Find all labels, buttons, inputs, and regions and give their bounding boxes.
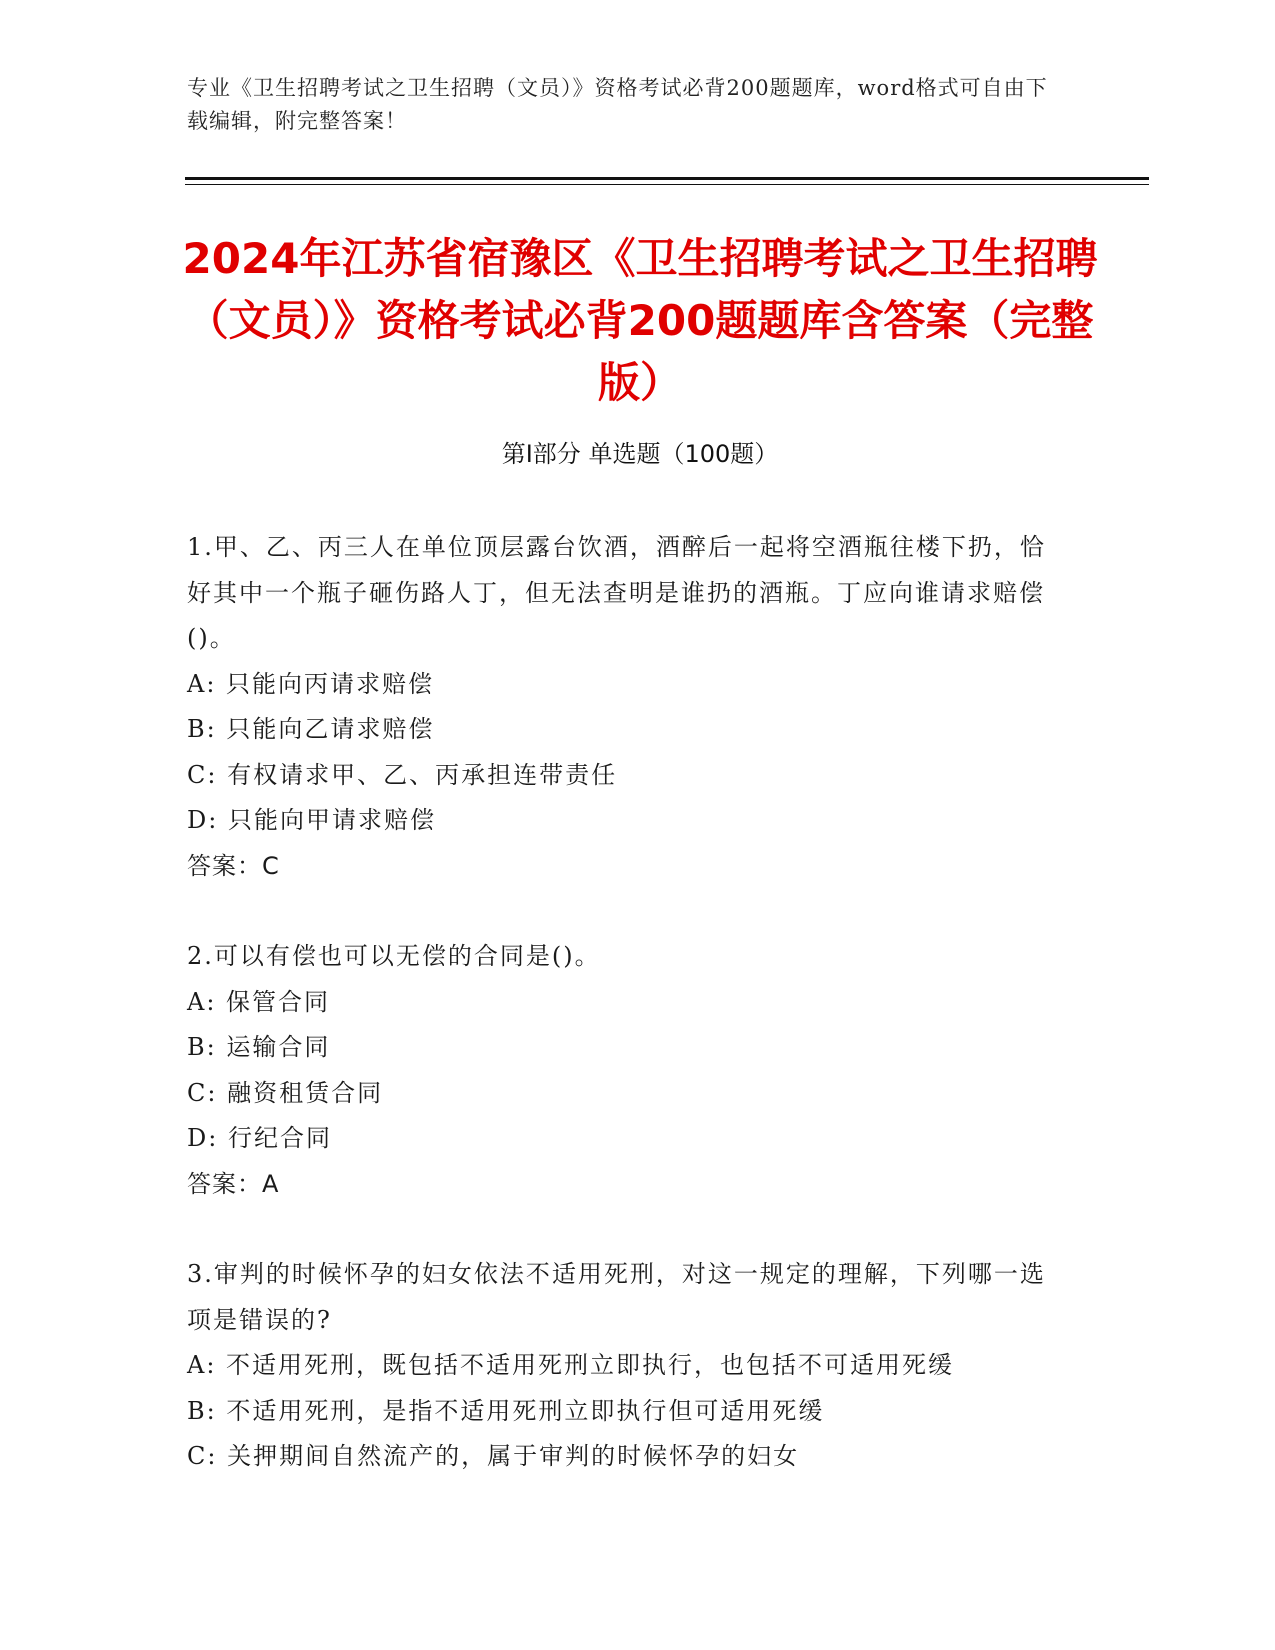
question-3 <box>187 1252 1067 1480</box>
question-stem: 3.审判的时候怀孕的妇女依法不适用死刑，对这一规定的理解，下列哪一选项是错误的? <box>187 1260 1046 1334</box>
question-answer: 答案：C <box>187 851 280 880</box>
section-heading: 第I部分 单选题（100题） <box>501 440 779 468</box>
question-option-b: B: 只能向乙请求赔偿 <box>187 715 435 743</box>
question-stem: 1.甲、乙、丙三人在单位顶层露台饮酒，酒醉后一起将空酒瓶往楼下扔，恰好其中一个瓶子砸伤路人丁，但无法查明是谁扔的酒瓶。丁应向谁请求赔偿()。 <box>187 533 1046 652</box>
document-title: 2024年江苏省宿豫区《卫生招聘考试之卫生招聘（文员）》资格考试必背200题题库含答案（完整版） <box>182 234 1098 407</box>
question-stem: 2.可以有偿也可以无偿的合同是()。 <box>187 942 601 970</box>
question-option-a: A: 只能向丙请求赔偿 <box>187 669 435 698</box>
header-divider-thick <box>185 177 1149 180</box>
question-option-d: D: 只能向甲请求赔偿 <box>187 806 436 834</box>
question-answer: 答案：A <box>187 1169 280 1198</box>
question-option-c: C: 融资租赁合同 <box>187 1078 384 1107</box>
question-option-a: A: 不适用死刑，既包括不适用死刑立即执行，也包括不可适用死缓 <box>187 1351 955 1379</box>
question-option-c: C: 关押期间自然流产的，属于审判的时候怀孕的妇女 <box>187 1442 800 1470</box>
question-2 <box>187 934 1067 1207</box>
header-divider-thin <box>185 184 1149 185</box>
question-list <box>187 525 1067 1525</box>
question-option-a: A: 保管合同 <box>187 987 331 1016</box>
question-option-c: C: 有权请求甲、乙、丙承担连带责任 <box>187 760 618 789</box>
question-option-b: B: 运输合同 <box>187 1033 331 1061</box>
question-option-d: D: 行纪合同 <box>187 1124 332 1152</box>
question-option-b: B: 不适用死刑，是指不适用死刑立即执行但可适用死缓 <box>187 1396 825 1425</box>
question-1 <box>187 525 1067 889</box>
header-note: 专业《卫生招聘考试之卫生招聘（文员）》资格考试必背200题题库，word格式可自由下载编辑，附完整答案！ <box>187 76 1048 133</box>
